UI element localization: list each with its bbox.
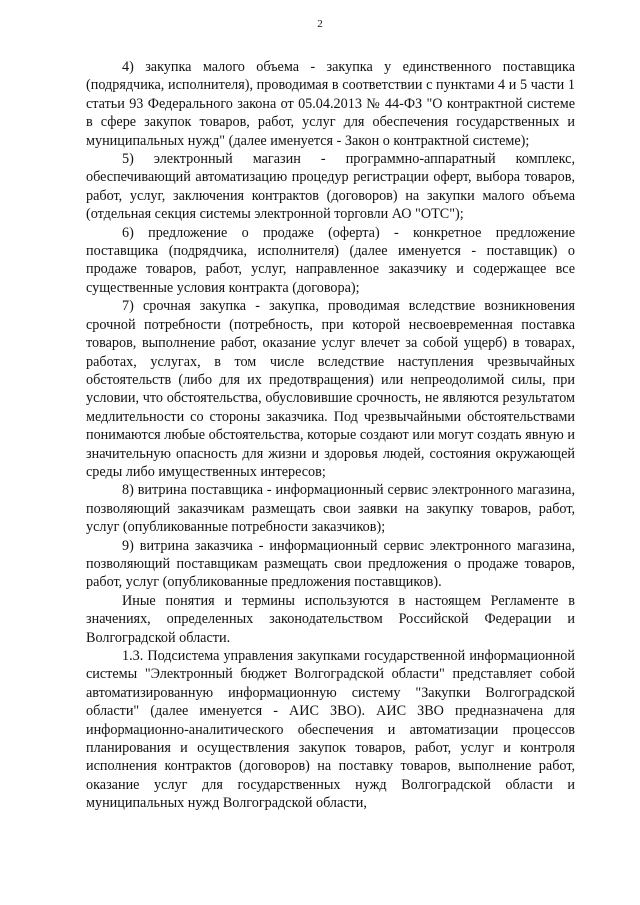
paragraph-section-1-3: 1.3. Подсистема управления закупками государственной информационной системы "Электронный бюджет Волгоградской области" представляет собой автоматизированную информационную систему "Закупки Волгоградской области" (далее именуется - АИС ЗВО). АИС ЗВО предназначена для информационно-аналитического обеспечения и автоматизации процессов планирования и осуществления закупок товаров, работ, услуг и контроля исполнения контрактов (договоров) на поставку товаров, выполнение работ, оказание услуг для государственных нужд Волгоградской области и муниципальных нужд Волгоградской области, bbox=[86, 648, 575, 812]
paragraph-item-8: 8) витрина поставщика - информационный сервис электронного магазина, позволяющий заказчикам размещать свои заявки на закупку товаров, работ, услуг (опубликованные потребности заказчиков); bbox=[86, 482, 575, 536]
paragraph-item-5: 5) электронный магазин - программно-аппаратный комплекс, обеспечивающий автоматизацию процедур регистрации оферт, выбора товаров, работ, услуг, заключения контрактов (договоров) на закупки малого объема (отдельная секция системы электронной торговли АО "ОТС"); bbox=[86, 151, 575, 223]
paragraph-item-6: 6) предложение о продаже (оферта) - конкретное предложение поставщика (подрядчика, исполнителя) (далее именуется - поставщик) о продаже товаров, работ, услуг, направленное заказчику и содержащее все существенные условия контракта (договора); bbox=[86, 224, 575, 296]
paragraph-item-7: 7) срочная закупка - закупка, проводимая вследствие возникновения срочной потребности (потребность, при которой несвоевременная поставка товаров, выполнение работ, оказание услуг влечет за собой ущерб) в товарах, работах, услугах, в том числе вследствие наступления чрезвычайных обстоятельств (либо для их предотвращения) или непреодолимой силы, при условии, что обстоятельства, обусловившие срочность, не являются результатом медлительности со стороны заказчика. Под чрезвычайными обстоятельствами понимаются любые обстоятельства, которые создают или могут создать явную и значительную опасность для жизни и здоровья людей, состояния окружающей среды либо имущественных интересов; bbox=[86, 298, 575, 480]
page-number: 2 bbox=[317, 18, 323, 30]
document-body bbox=[86, 58, 575, 813]
paragraph-item-4: 4) закупка малого объема - закупка у единственного поставщика (подрядчика, исполнителя), проводимая в соответствии с пунктами 4 и 5 части 1 статьи 93 Федерального закона от 05.04.2013 № 44-ФЗ "О контрактной системе в сфере закупок товаров, работ, услуг для обеспечения государственных и муниципальных нужд" (далее именуется - Закон о контрактной системе); bbox=[86, 59, 575, 149]
paragraph-item-9: 9) витрина заказчика - информационный сервис электронного магазина, позволяющий поставщикам размещать свои предложения о продаже товаров, работ, услуг (опубликованные предложения поставщиков). bbox=[86, 537, 575, 591]
paragraph-other-terms: Иные понятия и термины используются в настоящем Регламенте в значениях, определенных законодательством Российской Федерации и Волгоградской области. bbox=[86, 592, 575, 646]
